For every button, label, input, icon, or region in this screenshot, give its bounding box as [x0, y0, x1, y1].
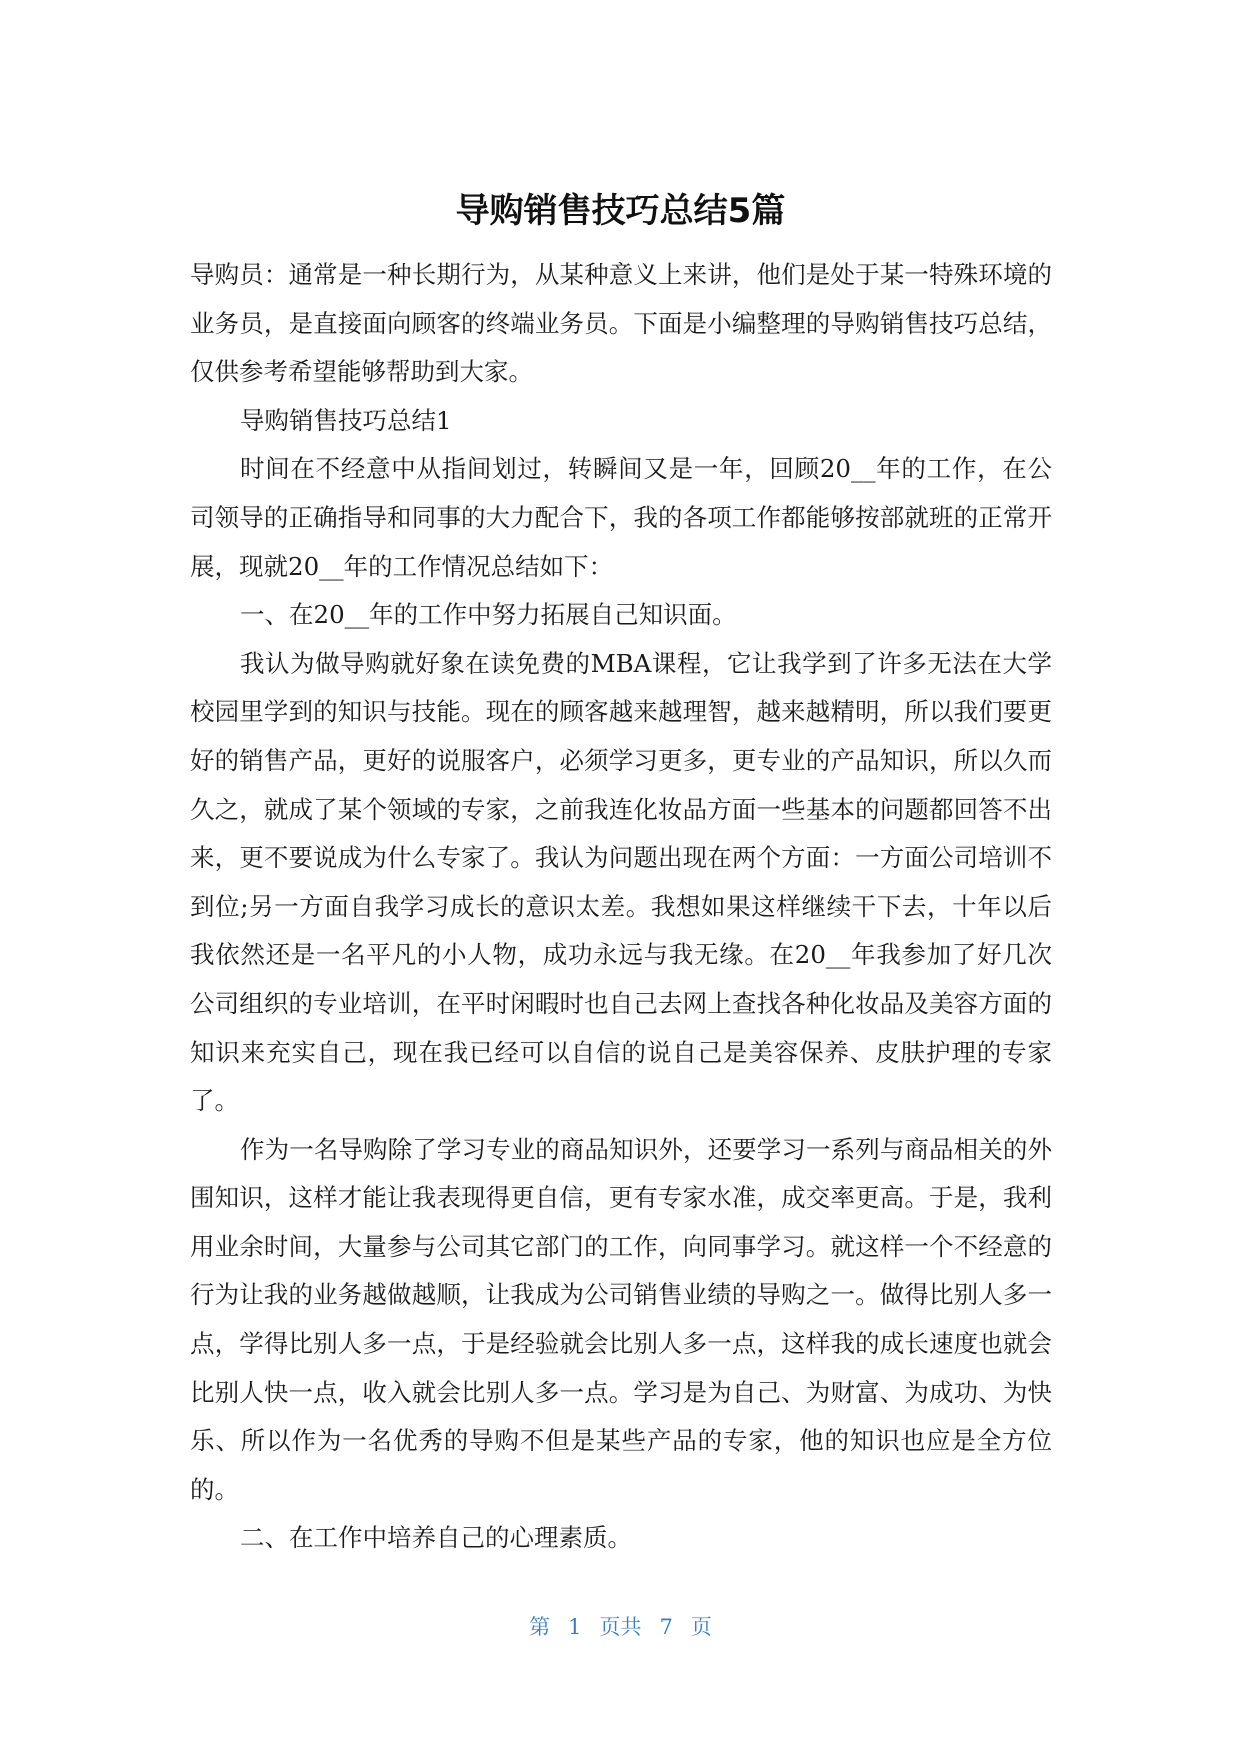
section-heading-1: 导购销售技巧总结1	[240, 405, 452, 435]
document-body	[190, 251, 1052, 1563]
intro-paragraph: 导购员：通常是一种长期行为，从某种意义上来讲，他们是处于某一特殊环境的业务员，是直接面向顾客的终端业务员。下面是小编整理的导购销售技巧总结，仅供参考希望能够帮助到大家。	[190, 260, 1052, 387]
footer-label-of: 页共	[599, 1615, 642, 1639]
body-paragraph: 我认为做导购就好象在读免费的MBA课程，它让我学到了许多无法在大学校园里学到的知识与技能。现在的顾客越来越理智，越来越精明，所以我们要更好的销售产品，更好的说服客户，必须学习更多，更专业的产品知识，所以久而久之，就成了某个领域的专家，之前我连化妆品方面一些基本的问题都回答不出来，更不要说成为什么专家了。我认为问题出现在两个方面：一方面公司培训不到位;另一方面自我学习成长的意识太差。我想如果这样继续干下去，十年以后我依然还是一名平凡的小人物，成功永远与我无缘。在20__年我参加了好几次公司组织的专业培训，在平时闲暇时也自己去网上查找各种化妆品及美容方面的知识来充实自己，现在我已经可以自信的说自己是美容保养、皮肤护理的专家了。	[190, 648, 1052, 1116]
footer-current-page: 1	[568, 1615, 582, 1639]
document-title: 导购销售技巧总结5篇	[455, 191, 786, 231]
subheading-1: 一、在20__年的工作中努力拓展自己知识面。	[240, 600, 737, 630]
footer-total-pages: 7	[659, 1615, 673, 1639]
body-paragraph: 时间在不经意中从指间划过，转瞬间又是一年，回顾20__年的工作，在公司领导的正确指导和同事的大力配合下，我的各项工作都能够按部就班的正常开展，现就20__年的工作情况总结如下：	[190, 454, 1052, 581]
page-footer	[0, 1612, 1241, 1642]
subheading-2: 二、在工作中培养自己的心理素质。	[240, 1523, 632, 1553]
footer-label-pages: 页	[690, 1615, 712, 1639]
body-paragraph: 作为一名导购除了学习专业的商品知识外，还要学习一系列与商品相关的外围知识，这样才能让我表现得更自信，更有专家水准，成交率更高。于是，我利用业余时间，大量参与公司其它部门的工作，向同事学习。就这样一个不经意的行为让我的业务越做越顺，让我成为公司销售业绩的导购之一。做得比别人多一点，学得比别人多一点，于是经验就会比别人多一点，这样我的成长速度也就会比别人快一点，收入就会比别人多一点。学习是为自己、为财富、为成功、为快乐、所以作为一名优秀的导购不但是某些产品的专家，他的知识也应是全方位的。	[190, 1134, 1052, 1504]
footer-label-page: 第	[529, 1615, 551, 1639]
